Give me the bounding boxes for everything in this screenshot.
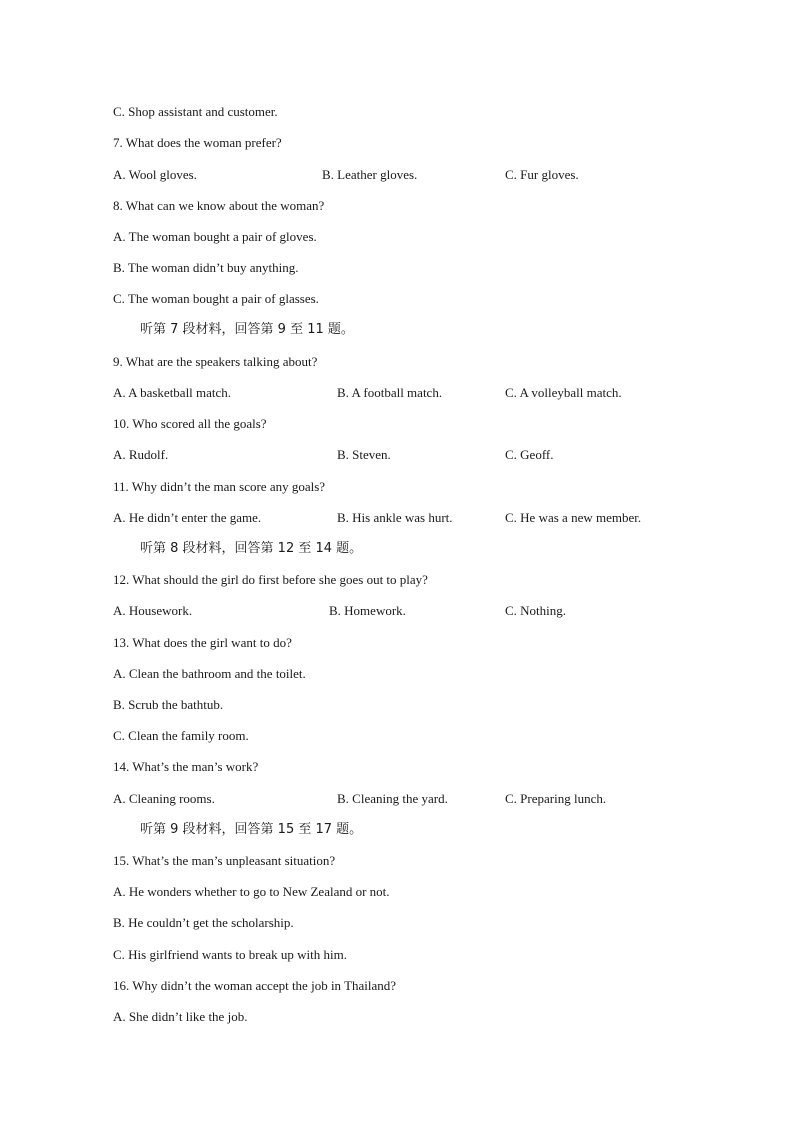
q16-option-a: A. She didn’t like the job.: [113, 1009, 248, 1024]
q14-option-a: A. Cleaning rooms.: [113, 791, 215, 806]
q9-option-a: A. A basketball match.: [113, 385, 232, 400]
q8-option-a: A. The woman bought a pair of gloves.: [113, 229, 317, 244]
q8-option-b: B. The woman didn’t buy anything.: [113, 260, 299, 275]
q8-question: 8. What can we know about the woman?: [113, 198, 325, 213]
q14-question: 14. What’s the man’s work?: [113, 759, 259, 774]
q15-option-c: C. His girlfriend wants to break up with him.: [113, 947, 347, 962]
q10-option-a: A. Rudolf.: [113, 447, 169, 462]
section-8-instruction: 听第 8 段材料，回答第 12 至 14 题。: [140, 541, 363, 556]
q9-option-b: B. A football match.: [337, 385, 443, 400]
q8-option-c: C. The woman bought a pair of glasses.: [113, 291, 319, 306]
q10-option-b: B. Steven.: [337, 447, 391, 462]
q13-question: 13. What does the girl want to do?: [113, 635, 292, 650]
q12-option-a: A. Housework.: [113, 603, 193, 618]
q13-option-c: C. Clean the family room.: [113, 728, 249, 743]
q16-question: 16. Why didn’t the woman accept the job in Thailand?: [113, 978, 397, 993]
q7-option-b: B. Leather gloves.: [322, 167, 418, 182]
q9-question: 9. What are the speakers talking about?: [113, 354, 318, 369]
q7-option-c: C. Fur gloves.: [505, 167, 579, 182]
q13-option-a: A. Clean the bathroom and the toilet.: [113, 666, 306, 681]
section-9-instruction: 听第 9 段材料，回答第 15 至 17 题。: [140, 822, 363, 837]
q6-option-c: C. Shop assistant and customer.: [113, 104, 278, 119]
q9-option-c: C. A volleyball match.: [505, 385, 622, 400]
q11-option-c: C. He was a new member.: [505, 510, 642, 525]
q15-option-b: B. He couldn’t get the scholarship.: [113, 915, 294, 930]
q12-option-c: C. Nothing.: [505, 603, 567, 618]
q14-option-b: B. Cleaning the yard.: [337, 791, 448, 806]
q11-option-b: B. His ankle was hurt.: [337, 510, 453, 525]
q10-option-c: C. Geoff.: [505, 447, 554, 462]
q15-option-a: A. He wonders whether to go to New Zealand or not.: [113, 884, 390, 899]
q7-option-a: A. Wool gloves.: [113, 167, 197, 182]
q12-question: 12. What should the girl do first before she goes out to play?: [113, 572, 428, 587]
q14-option-c: C. Preparing lunch.: [505, 791, 607, 806]
q13-option-b: B. Scrub the bathtub.: [113, 697, 224, 712]
section-7-instruction: 听第 7 段材料，回答第 9 至 11 题。: [140, 322, 354, 337]
q7-question: 7. What does the woman prefer?: [113, 135, 282, 150]
q12-option-b: B. Homework.: [329, 603, 406, 618]
q15-question: 15. What’s the man’s unpleasant situation?: [113, 853, 336, 868]
q10-question: 10. Who scored all the goals?: [113, 416, 267, 431]
q11-option-a: A. He didn’t enter the game.: [113, 510, 262, 525]
q11-question: 11. Why didn’t the man score any goals?: [113, 479, 326, 494]
